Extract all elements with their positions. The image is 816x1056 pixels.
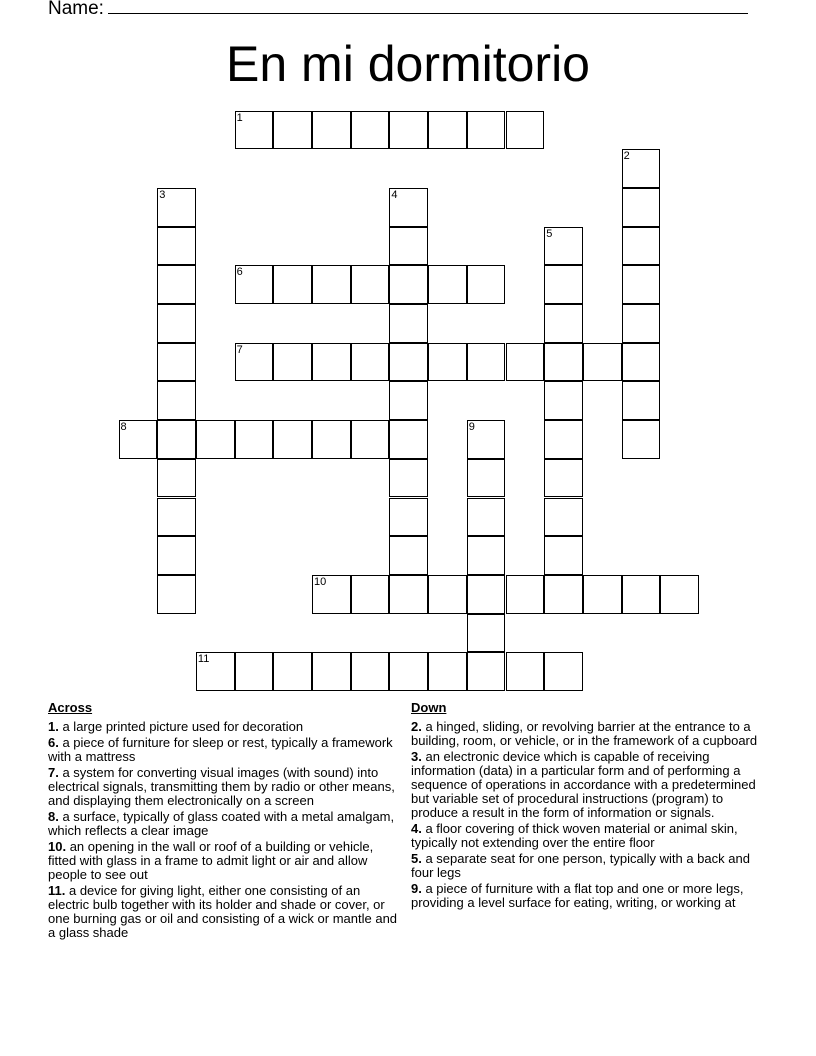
clue-number-label: 2: [623, 150, 630, 163]
clue-across-8: [48, 810, 403, 838]
grid-cell[interactable]: [622, 188, 661, 227]
grid-cell[interactable]: [119, 420, 158, 459]
clue-text: a system for converting visual images (with sound) into electrical signals, transmitting them by radio or other means, and displaying them electronically on a screen: [48, 765, 395, 808]
grid-cell[interactable]: [583, 343, 622, 382]
grid-cell[interactable]: [544, 652, 583, 691]
grid-cell[interactable]: [157, 420, 196, 459]
clue-number-label: 8: [120, 421, 127, 434]
clue-text: a piece of furniture for sleep or rest, typically a framework with a mattress: [48, 735, 393, 764]
grid-cell[interactable]: [622, 265, 661, 304]
grid-cell[interactable]: [467, 111, 506, 150]
grid-cell[interactable]: [622, 420, 661, 459]
grid-cell[interactable]: [312, 265, 351, 304]
grid-cell[interactable]: [312, 343, 351, 382]
grid-cell[interactable]: [389, 381, 428, 420]
clue-number-label: 6: [236, 266, 243, 279]
grid-cell[interactable]: [467, 575, 506, 614]
grid-cell[interactable]: [467, 343, 506, 382]
grid-cell[interactable]: [351, 652, 390, 691]
clue-text: an electronic device which is capable of receiving information (data) in a particular form and of performing a sequence of operations in accordance with a predetermined but variable set of procedural instructions (program) to produce a result in the form of information or signals.: [411, 749, 756, 820]
grid-cell[interactable]: [157, 265, 196, 304]
grid-cell[interactable]: [351, 420, 390, 459]
clue-across-11: [48, 884, 403, 940]
clues-down-heading: Down: [411, 700, 447, 715]
clue-number: 6.: [48, 735, 59, 750]
clue-text: a surface, typically of glass coated with a metal amalgam, which reflects a clear image: [48, 809, 395, 838]
grid-cell[interactable]: [389, 420, 428, 459]
grid-cell[interactable]: [157, 227, 196, 266]
grid-cell[interactable]: [506, 111, 545, 150]
grid-cell[interactable]: [389, 188, 428, 227]
grid-cell[interactable]: [506, 652, 545, 691]
grid-cell[interactable]: [544, 265, 583, 304]
grid-cell[interactable]: [428, 652, 467, 691]
grid-cell[interactable]: [389, 498, 428, 537]
grid-cell[interactable]: [235, 111, 274, 150]
clue-number-label: 3: [159, 188, 166, 201]
grid-cell[interactable]: [622, 381, 661, 420]
clue-across-1: [48, 720, 403, 734]
clue-down-3: [411, 750, 769, 820]
grid-cell[interactable]: [157, 188, 196, 227]
clue-text: a piece of furniture with a flat top and one or more legs, providing a level surface for eating, writing, or working at: [411, 881, 744, 910]
page-title: En mi dormitorio: [226, 36, 590, 92]
grid-cell[interactable]: [467, 265, 506, 304]
clue-across-10: [48, 840, 403, 882]
clue-number-label: 7: [236, 343, 243, 356]
grid-cell[interactable]: [273, 343, 312, 382]
clue-number: 1.: [48, 719, 59, 734]
grid-cell[interactable]: [312, 652, 351, 691]
grid-cell[interactable]: [273, 111, 312, 150]
grid-cell[interactable]: [660, 575, 699, 614]
clue-text: a hinged, sliding, or revolving barrier at the entrance to a building, room, or vehicle, or in the framework of a cupboard: [411, 719, 758, 748]
grid-cell[interactable]: [467, 652, 506, 691]
clue-number: 3.: [411, 749, 422, 764]
name-label: Name:: [48, 0, 104, 19]
grid-cell[interactable]: [157, 575, 196, 614]
clue-number-label: 4: [391, 188, 398, 201]
grid-cell[interactable]: [157, 459, 196, 498]
grid-cell[interactable]: [389, 111, 428, 150]
grid-cell[interactable]: [389, 304, 428, 343]
clue-number-label: 5: [546, 227, 553, 240]
grid-cell[interactable]: [622, 304, 661, 343]
clue-across-7: [48, 766, 403, 808]
grid-cell[interactable]: [544, 304, 583, 343]
grid-cell[interactable]: [389, 575, 428, 614]
grid-cell[interactable]: [467, 420, 506, 459]
grid-cell[interactable]: [157, 304, 196, 343]
grid-cell[interactable]: [428, 343, 467, 382]
clue-down-2: [411, 720, 769, 748]
grid-cell[interactable]: [235, 420, 274, 459]
clue-number: 11.: [48, 883, 66, 898]
clue-number: 10.: [48, 839, 67, 854]
clue-number: 8.: [48, 809, 59, 824]
grid-cell[interactable]: [389, 265, 428, 304]
grid-cell[interactable]: [389, 343, 428, 382]
grid-cell[interactable]: [157, 343, 196, 382]
clue-number: 2.: [411, 719, 422, 734]
grid-cell[interactable]: [273, 652, 312, 691]
grid-cell[interactable]: [583, 575, 622, 614]
clue-number-label: 11: [197, 653, 210, 666]
grid-cell[interactable]: [467, 459, 506, 498]
clue-number-label: 1: [236, 111, 243, 124]
grid-cell[interactable]: [622, 227, 661, 266]
clues-down-list: [411, 720, 769, 910]
clue-down-5: [411, 852, 769, 880]
grid-cell[interactable]: [622, 575, 661, 614]
clues-across-heading: Across: [48, 700, 93, 715]
grid-cell[interactable]: [273, 265, 312, 304]
grid-cell[interactable]: [544, 498, 583, 537]
grid-cell[interactable]: [351, 343, 390, 382]
grid-cell[interactable]: [544, 536, 583, 575]
grid-cell[interactable]: [312, 420, 351, 459]
clue-down-4: [411, 822, 769, 850]
grid-cell[interactable]: [428, 575, 467, 614]
grid-cell[interactable]: [196, 420, 235, 459]
clue-number-label: 10: [314, 575, 327, 588]
grid-cell[interactable]: [622, 149, 661, 188]
grid-cell[interactable]: [351, 265, 390, 304]
clues-down: [411, 701, 769, 912]
clue-down-9: [411, 882, 769, 910]
clues-across-list: [48, 720, 403, 940]
grid-cell[interactable]: [544, 227, 583, 266]
grid-cell[interactable]: [389, 227, 428, 266]
clue-number-label: 9: [468, 421, 475, 434]
grid-cell[interactable]: [312, 575, 351, 614]
grid-cell[interactable]: [467, 536, 506, 575]
clues-across: [48, 701, 403, 942]
grid-cell[interactable]: [544, 343, 583, 382]
grid-cell[interactable]: [312, 111, 351, 150]
clue-number: 7.: [48, 765, 59, 780]
grid-cell[interactable]: [506, 575, 545, 614]
clue-across-6: [48, 736, 403, 764]
grid-cell[interactable]: [622, 343, 661, 382]
grid-cell[interactable]: [235, 652, 274, 691]
clue-text: an opening in the wall or roof of a building or vehicle, fitted with glass in a frame to admit light or air and allow people to see out: [48, 839, 374, 882]
grid-cell[interactable]: [235, 343, 274, 382]
grid-cell[interactable]: [273, 420, 312, 459]
grid-cell[interactable]: [428, 111, 467, 150]
grid-cell[interactable]: [389, 536, 428, 575]
grid-cell[interactable]: [157, 536, 196, 575]
clue-text: a separate seat for one person, typically with a back and four legs: [411, 851, 750, 880]
clue-text: a device for giving light, either one consisting of an electric bulb together with its holder and shade or cover, or one burning gas or oil and consisting of a wick or mantle and a glass shade: [48, 883, 398, 940]
grid-cell[interactable]: [157, 381, 196, 420]
grid-cell[interactable]: [544, 459, 583, 498]
grid-cell[interactable]: [235, 265, 274, 304]
grid-cell[interactable]: [389, 652, 428, 691]
grid-cell[interactable]: [467, 614, 506, 653]
grid-cell[interactable]: [157, 498, 196, 537]
grid-cell[interactable]: [351, 111, 390, 150]
clue-number: 9.: [411, 881, 422, 896]
grid-cell[interactable]: [428, 265, 467, 304]
clue-text: a large printed picture used for decoration: [62, 719, 304, 734]
grid-cell[interactable]: [389, 459, 428, 498]
grid-cell[interactable]: [351, 575, 390, 614]
grid-cell[interactable]: [467, 498, 506, 537]
grid-cell[interactable]: [196, 652, 235, 691]
clue-text: a floor covering of thick woven material or animal skin, typically not extending over the entire floor: [411, 821, 738, 850]
grid-cell[interactable]: [506, 343, 545, 382]
clue-number: 4.: [411, 821, 422, 836]
grid-cell[interactable]: [544, 381, 583, 420]
grid-cell[interactable]: [544, 575, 583, 614]
clue-number: 5.: [411, 851, 422, 866]
grid-cell[interactable]: [544, 420, 583, 459]
